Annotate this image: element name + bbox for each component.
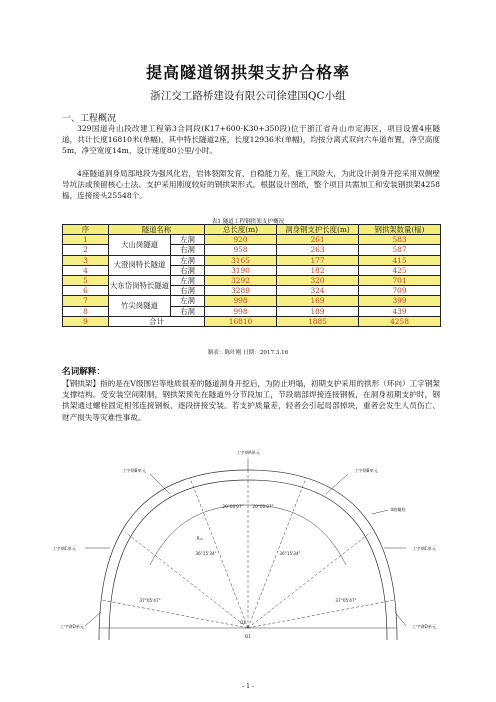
bore-side: 左洞 xyxy=(171,296,205,306)
label-unit-b-left: 工字钢B单元 xyxy=(122,468,146,473)
arch-count: 425 xyxy=(359,265,441,275)
leader-line xyxy=(85,612,101,626)
support-length: 1885 xyxy=(277,316,359,326)
label-radius: R= xyxy=(196,536,204,541)
angle-label: 37°05'47" xyxy=(139,598,161,603)
label-unit-b-right: 工字钢B单元 xyxy=(354,468,378,473)
row-number: 6 xyxy=(63,286,109,296)
total-length: 920 xyxy=(205,235,277,245)
bore-side: 右洞 xyxy=(171,286,205,296)
bore-side: 左洞 xyxy=(171,255,205,265)
row-number: 4 xyxy=(63,265,109,275)
angle-label: 20°00'07" xyxy=(252,504,274,509)
arch-count: 399 xyxy=(359,296,441,306)
page-number: - 1 - xyxy=(242,683,254,690)
header-arch-count: 钢拱架数量(榀) xyxy=(359,225,441,235)
support-length: 263 xyxy=(277,245,359,255)
arch-count: 701 xyxy=(359,276,441,286)
header-tunnel-name: 隧道名称 xyxy=(109,225,205,235)
document-title: 提高隧道钢拱架支护合格率 xyxy=(145,63,350,82)
angle-label: 36°15'34" xyxy=(279,551,301,556)
row-number: 5 xyxy=(63,276,109,286)
angle-label: 37°05'47" xyxy=(335,598,357,603)
table-footer-note: 制表：陈叶刚 日期：2017.3.16 xyxy=(207,350,289,356)
angle-label: 20°00'07" xyxy=(222,504,244,509)
arch-count: 583 xyxy=(359,235,441,245)
tunnel-name: 竹尖岗隧道 xyxy=(109,296,171,316)
leader-line xyxy=(326,474,348,494)
total-label: 合计 xyxy=(109,316,205,326)
header-no: 序 xyxy=(63,225,109,235)
tunnel-name: 大东岱岗特长隧道 xyxy=(109,276,171,296)
tunnel-name: 大山岗隧道 xyxy=(109,235,171,255)
label-unit-a: 工字钢A单元 xyxy=(236,450,260,455)
total-length: 958 xyxy=(205,245,277,255)
total-length: 3292 xyxy=(205,276,277,286)
support-method-paragraph: 4座隧道洞身局部地段为强风化岩，岩体裂隙发育，自稳能力差，施工风险大，为此设计洞身开挖采用双侧壁导坑法或预留核心土法、支护采用刚度较好的钢拱架形式。根据设计图纸，整个项目共需加工和安装钢拱架4258榀，连接接头25548个。 xyxy=(62,169,440,201)
arch-count: 709 xyxy=(359,286,441,296)
definition-paragraph: 【钢拱架】指的是在Ⅴ级围岩等地质很差的隧道洞身开挖后，为防止坍塌，初期支护采用的拱形（环向）工字钢架支撑结构。受安装空间限制，钢拱架预先在隧道外分节段加工，节段端部焊接连接钢板，在洞身初期支护时，钢拱架通过螺栓固定相邻连接钢板、逐段拼接安装。若支护质量差，轻者会引起局部掉块，重者会发生人员伤亡、财产损失等灾难性事故。 xyxy=(62,379,440,422)
label-unit-c-left: 工字钢C单元 xyxy=(52,546,76,551)
radius-line xyxy=(102,600,248,628)
total-length: 998 xyxy=(205,306,277,316)
total-length: 998 xyxy=(205,296,277,306)
total-length: 3190 xyxy=(205,265,277,275)
total-length: 3289 xyxy=(205,286,277,296)
definition-heading: 名词解释： xyxy=(62,367,105,377)
support-length: 189 xyxy=(277,306,359,316)
row-number: 9 xyxy=(63,316,109,326)
header-total-length: 总长度(m) xyxy=(205,225,277,235)
arch-count: 4258 xyxy=(359,316,441,326)
label-center-bottom: O1 xyxy=(245,634,251,639)
label-unit-d-left: 工字钢D单元 xyxy=(59,624,85,629)
bore-side: 右洞 xyxy=(171,306,205,316)
bore-side: 右洞 xyxy=(171,245,205,255)
row-number: 2 xyxy=(63,245,109,255)
section-heading: 一、工程概况 xyxy=(62,114,117,124)
table-caption: 表1 隧道工程钢拱架支护概况 xyxy=(211,219,285,225)
support-length: 261 xyxy=(277,235,359,245)
bore-side: 右洞 xyxy=(171,265,205,275)
support-length: 169 xyxy=(277,296,359,306)
bore-side: 左洞 xyxy=(171,235,205,245)
arch-count: 439 xyxy=(359,306,441,316)
radius-line xyxy=(248,600,394,628)
support-length: 320 xyxy=(277,276,359,286)
label-bolts: 4根螺栓 xyxy=(390,507,406,512)
bore-side: 左洞 xyxy=(171,276,205,286)
row-number: 8 xyxy=(63,306,109,316)
row-number: 3 xyxy=(63,255,109,265)
row-number: 7 xyxy=(63,296,109,306)
arch-count: 587 xyxy=(359,245,441,255)
total-length: 16810 xyxy=(205,316,277,326)
leader-line xyxy=(372,510,388,514)
arch-count: 415 xyxy=(359,255,441,265)
total-length: 3165 xyxy=(205,255,277,265)
label-unit-d-right: 工字钢D单元 xyxy=(411,624,437,629)
label-center: O1 xyxy=(240,620,246,625)
angle-label: 36°15'34" xyxy=(195,551,217,556)
project-overview-paragraph: 329国道舟山段改建工程第3合同段(K17+600-K30+350段)位于浙江省舟山市定海区，项目设置4座隧道，共计长度16810米(单幅)，其中特长隧道2座，长度12936米(单幅)，均按分离式双向六车道布置，净空高度5m，净空宽度14m，设计速度80公里/小时。 xyxy=(62,124,440,156)
support-length: 324 xyxy=(277,286,359,296)
document-subtitle: 浙江交工路桥建设有限公司徐建国QC小组 xyxy=(150,90,346,102)
tunnel-name: 大澄岗特长隧道 xyxy=(109,255,171,275)
label-unit-c-right: 工字钢C单元 xyxy=(412,546,436,551)
support-length: 182 xyxy=(277,265,359,275)
row-number: 1 xyxy=(63,235,109,245)
header-support-length: 洞身钢支护长度(m) xyxy=(277,225,359,235)
support-length: 177 xyxy=(277,255,359,265)
